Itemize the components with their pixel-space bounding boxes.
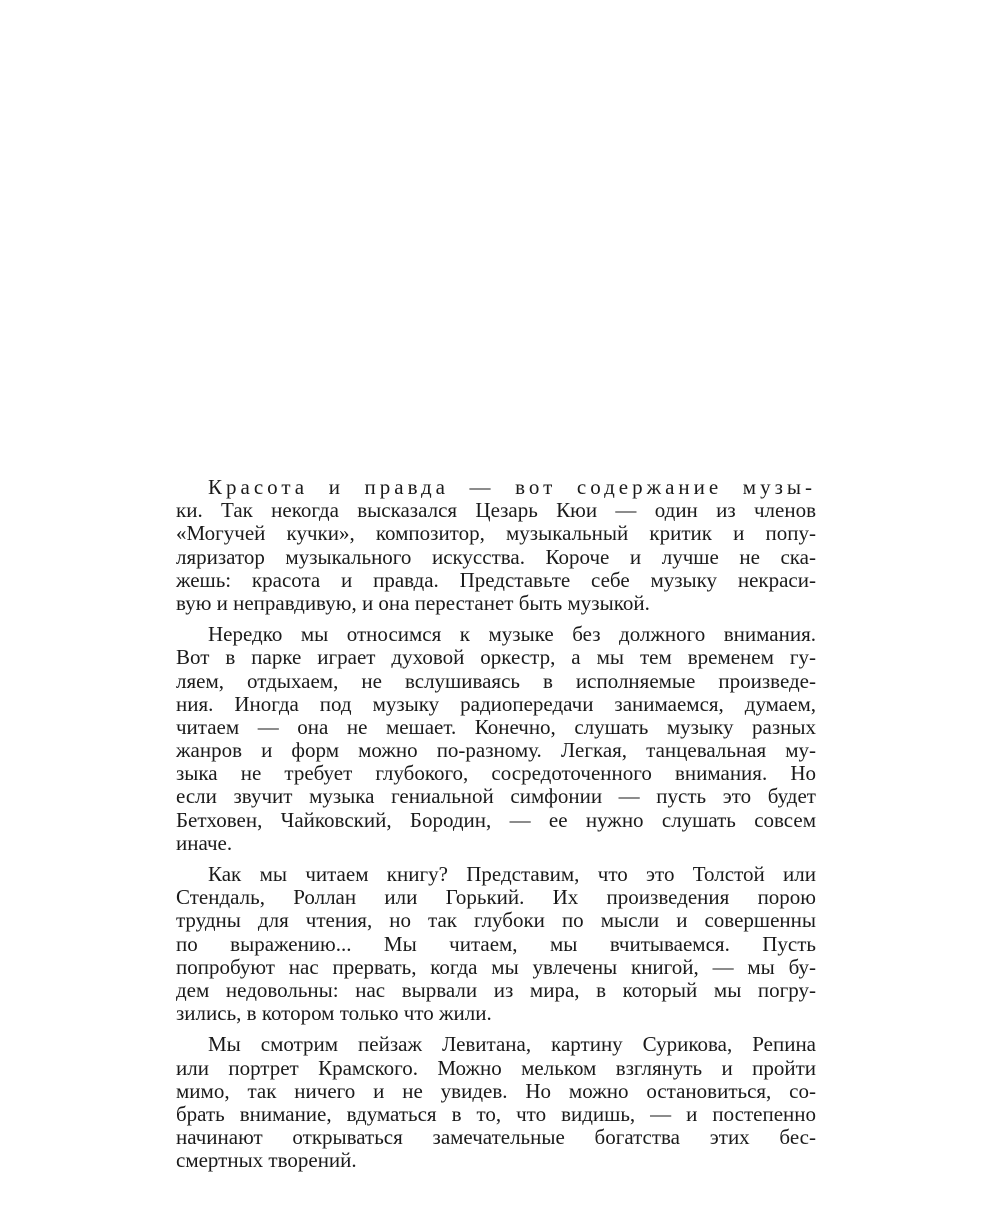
text-line: «Могучей кучки», композитор, музыкальный критик и попу- — [176, 521, 816, 546]
text-line: ляризатор музыкального искусства. Короче и лучше не ска- — [176, 544, 816, 569]
text-line: Стендаль, Роллан или Горький. Их произведения порою — [176, 885, 816, 910]
text-line: вую и неправдивую, и она перестанет быть музыкой. — [176, 590, 650, 615]
text-line: иначе. — [176, 830, 233, 855]
text-line: Как мы читаем книгу? Представим, что это Толстой или — [208, 862, 816, 886]
text-line: брать внимание, вдуматься в то, что видишь, — и постепенно — [176, 1101, 816, 1126]
text-line: жешь: красота и правда. Представьте себе музыку некраси- — [176, 567, 816, 592]
text-line: Красота и правда — вот содержание музы- — [208, 475, 816, 499]
text-line: трудны для чтения, но так глубоки по мысли и совершенны — [176, 908, 816, 933]
text-line: попробуют нас прервать, когда мы увлечены книгой, — мы бу- — [176, 954, 816, 979]
paragraph-3 — [176, 863, 816, 1025]
text-line: зыка не требует глубокого, сосредоточенного внимания. Но — [176, 761, 816, 786]
text-line: ляем, отдыхаем, не вслушиваясь в исполняемые произведе- — [176, 668, 816, 693]
text-line: смертных творений. — [176, 1148, 357, 1173]
text-line: Мы смотрим пейзаж Левитана, картину Сурикова, Репина — [208, 1032, 816, 1057]
text-line: Бетховен, Чайковский, Бородин, — ее нужно слушать совсем — [176, 807, 816, 832]
text-line: ки. Так некогда высказался Цезарь Кюи — один из членов — [176, 498, 816, 523]
text-line: читаем — она не мешает. Конечно, слушать музыку разных — [176, 714, 816, 739]
text-line: или портрет Крамского. Можно мельком взглянуть и пройти — [176, 1055, 816, 1080]
paragraph-2 — [176, 623, 816, 855]
text-line: зились, в котором только что жили. — [176, 1001, 492, 1026]
text-line: Вот в парке играет духовой оркестр, а мы тем временем гу- — [176, 645, 816, 670]
text-line: мимо, так ничего и не увидев. Но можно остановиться, со- — [176, 1078, 816, 1103]
text-line: дем недовольны: нас вырвали из мира, в который мы погру- — [176, 977, 816, 1002]
body-text — [176, 476, 816, 1172]
paragraph-4 — [176, 1033, 816, 1172]
text-line: по выражению... Мы читаем, мы вчитываемся. Пусть — [176, 931, 816, 956]
text-line: начинают открываться замечательные богатства этих бес- — [176, 1125, 816, 1150]
paragraph-1 — [176, 476, 816, 615]
text-line: если звучит музыка гениальной симфонии — пусть это будет — [176, 784, 816, 809]
text-line: ния. Иногда под музыку радиопередачи занимаемся, думаем, — [176, 691, 816, 716]
text-line: жанров и форм можно по-разному. Легкая, танцевальная му- — [176, 738, 816, 763]
text-line: Нередко мы относимся к музыке без должного внимания. — [208, 622, 816, 647]
